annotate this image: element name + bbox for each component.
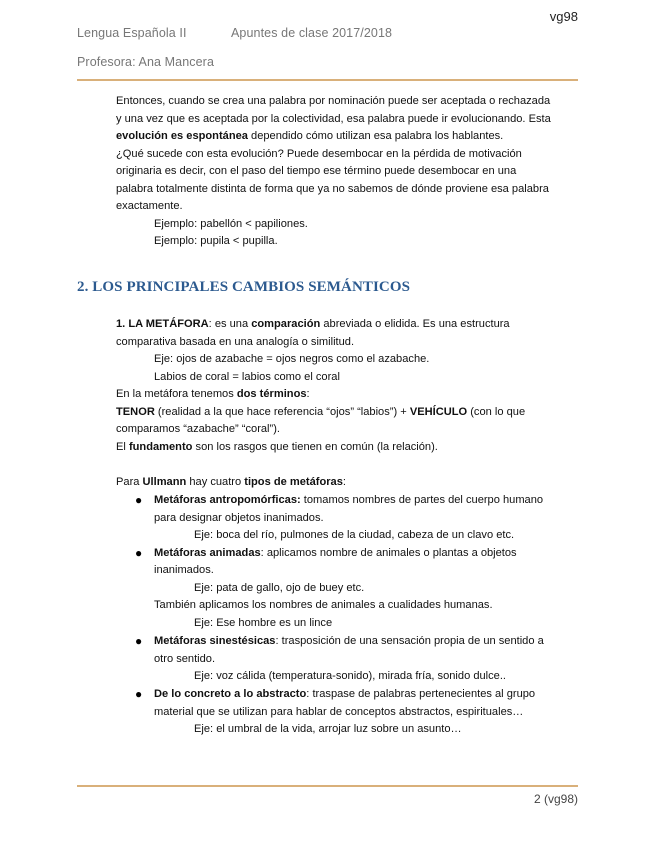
text: : es una <box>208 318 252 330</box>
text: : <box>306 388 310 400</box>
emphasis: De lo concreto a lo abstracto <box>154 688 307 700</box>
list-item-line: inanimados. <box>154 564 214 576</box>
list-item-example: Eje: pata de gallo, ojo de buey etc. <box>194 582 365 594</box>
emphasis: comparación <box>251 318 321 330</box>
metafora-line <box>116 386 310 404</box>
bullet-icon: ● <box>135 493 143 507</box>
intro-line: ¿Qué sucede con esta evolución? Puede desembocar en la pérdida de motivación <box>116 148 522 160</box>
list-item-line: otro sentido. <box>154 653 216 665</box>
intro-text: dependido cómo utilizan esa palabra los hablantes. <box>247 130 504 142</box>
text: : trasposición de una sensación propia de un sentido a <box>275 635 544 647</box>
list-item-line: para designar objetos inanimados. <box>154 512 324 524</box>
text: (realidad a la que hace referencia “ojos” “labios”) + <box>154 406 410 418</box>
text: Para <box>116 476 143 488</box>
list-item-example: Eje: el umbral de la vida, arrojar luz sobre un asunto… <box>194 723 462 735</box>
list-item-example: Eje: voz cálida (temperatura-sonido), mirada fría, sonido dulce.. <box>194 670 507 682</box>
bullet-icon: ● <box>135 687 143 701</box>
header-course: Lengua Española II <box>77 26 187 40</box>
section-heading: 2. LOS PRINCIPALES CAMBIOS SEMÁNTICOS <box>77 279 411 295</box>
text: tomamos nombres de partes del cuerpo humano <box>300 494 544 506</box>
emphasis: Metáforas sinestésicas <box>154 635 276 647</box>
list-item <box>154 545 517 563</box>
header-rule <box>77 79 578 81</box>
text: hay cuatro <box>186 476 245 488</box>
metafora-line: comparativa basada en una analogía o similitud. <box>116 336 355 348</box>
header-notes: Apuntes de clase 2017/2018 <box>231 26 393 40</box>
text: En la metáfora tenemos <box>116 388 237 400</box>
metafora-line <box>116 404 525 422</box>
emphasis: TENOR <box>116 406 155 418</box>
emphasis: VEHÍCULO <box>409 406 468 418</box>
metafora-example: Eje: ojos de azabache = ojos negros como el azabache. <box>154 353 430 365</box>
list-item-example: Eje: boca del río, pulmones de la ciudad, cabeza de un clavo etc. <box>194 529 515 541</box>
list-item <box>154 633 544 651</box>
list-item-example: Eje: Ese hombre es un lince <box>194 617 333 629</box>
emphasis: Metáforas animadas <box>154 547 261 559</box>
metafora-definition <box>116 316 510 334</box>
list-item <box>154 492 543 510</box>
emphasis: Metáforas antropomórficas: <box>154 494 301 506</box>
text: son los rasgos que tienen en común (la relación). <box>192 441 438 453</box>
text: : aplicamos nombre de animales o plantas a objetos <box>260 547 517 559</box>
intro-emphasis: evolución es espontánea <box>116 130 248 142</box>
intro-line: palabra totalmente distinta de forma que ya no sabemos de dónde proviene esa palabra <box>116 183 549 195</box>
metafora-label: 1. LA METÁFORA <box>116 318 209 330</box>
intro-line <box>116 128 503 146</box>
footer-rule <box>77 785 578 787</box>
emphasis: Ullmann <box>142 476 187 488</box>
header-professor: Profesora: Ana Mancera <box>77 55 214 69</box>
emphasis: tipos de metáforas <box>244 476 343 488</box>
text: : <box>342 476 346 488</box>
page-number: 2 (vg98) <box>533 792 578 806</box>
intro-line: originaria es decir, con el paso del tiempo ese término puede desembocar en una <box>116 165 517 177</box>
text: El <box>116 441 129 453</box>
document-tag: vg98 <box>549 9 578 24</box>
metafora-line <box>116 439 438 457</box>
metafora-example: Labios de coral = labios como el coral <box>154 371 340 383</box>
emphasis: dos términos <box>236 388 307 400</box>
list-item <box>154 686 535 704</box>
intro-example: Ejemplo: pupila < pupilla. <box>154 235 278 247</box>
intro-line: exactamente. <box>116 200 183 212</box>
emphasis: fundamento <box>128 441 193 453</box>
intro-line: y una vez que es aceptada por la colectividad, esa palabra puede ir evolucionando. Esta <box>116 113 551 125</box>
list-item-line: material que se utilizan para hablar de conceptos abstractos, espirituales… <box>154 706 524 718</box>
text: (con lo que <box>467 406 526 418</box>
list-item-line: También aplicamos los nombres de animales a cualidades humanas. <box>154 599 493 611</box>
text: abreviada o elidida. Es una estructura <box>320 318 510 330</box>
bullet-icon: ● <box>135 634 143 648</box>
intro-example: Ejemplo: pabellón < papiliones. <box>154 218 308 230</box>
intro-line: Entonces, cuando se crea una palabra por nominación puede ser aceptada o rechazada <box>116 95 551 107</box>
text: : traspase de palabras pertenecientes al grupo <box>306 688 536 700</box>
metafora-line: comparamos “azabache” “coral”). <box>116 423 280 435</box>
bullet-icon: ● <box>135 546 143 560</box>
ullmann-line <box>116 474 346 492</box>
